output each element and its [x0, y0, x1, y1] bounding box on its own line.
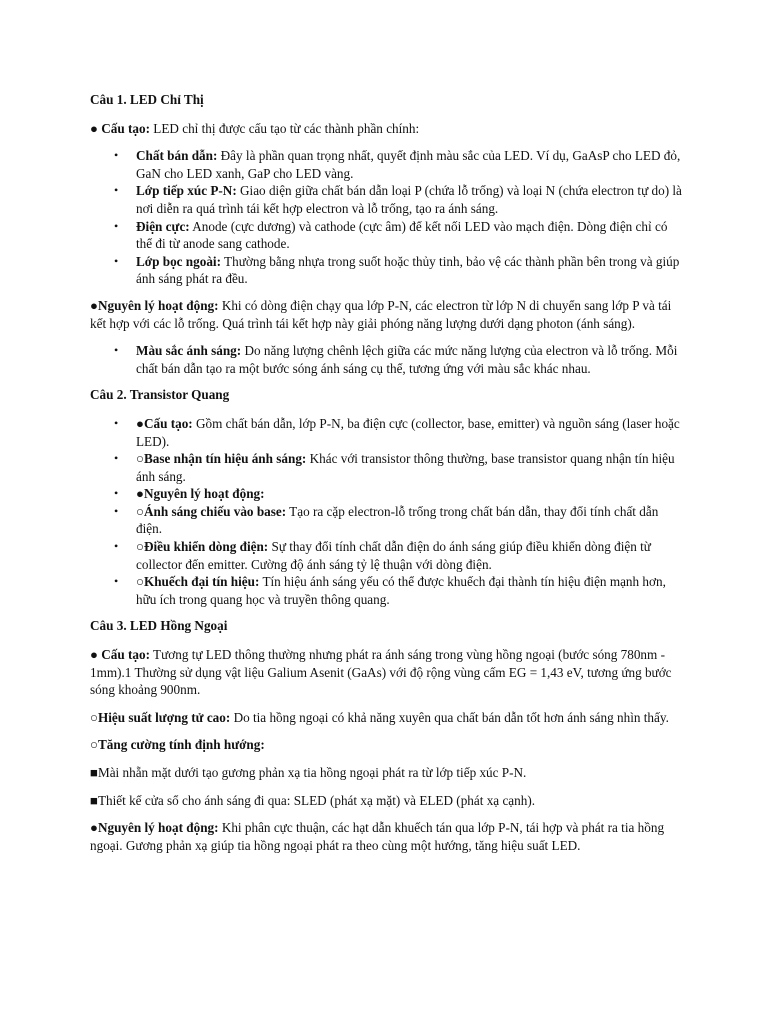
item-label: Lớp tiếp xúc P-N:: [136, 183, 237, 199]
section-3-heading: Câu 3. LED Hồng Ngoại: [90, 618, 228, 634]
item-label: ●Cấu tạo:: [136, 415, 193, 431]
bullet-icon: •: [114, 451, 119, 466]
list-item: [90, 218, 686, 253]
item-text: Do năng lượng chênh lệch giữa các mức năng lượng của electron và lỗ trống. Mỗi chất bán dẫn tạo ra một bước sóng ánh sáng cụ thể, tương ứng với màu sắc khác nhau.: [136, 343, 678, 376]
paragraph-text: Khi phân cực thuận, các hạt dẫn khuếch tán qua lớp P-N, tái hợp và phát ra tia hồng ngoại. Gương phản xạ giúp tia hồng ngoại phát ra theo cùng một hướng, tăng hiệu suất LED.: [90, 820, 665, 853]
s1-principle-label: ●Nguyên lý hoạt động:: [90, 297, 219, 313]
item-label: Chất bán dẫn:: [136, 148, 218, 164]
list-item: [90, 503, 686, 538]
s1-structure-text: LED chỉ thị được cấu tạo từ các thành phần chính:: [149, 120, 420, 136]
s3-principle-paragraph: [90, 819, 686, 854]
section-1-heading: Câu 1. LED Chỉ Thị: [90, 92, 204, 107]
item-text: Tín hiệu ánh sáng yếu có thể được khuếch đại thành tín hiệu điện mạnh hơn, hữu ích trong quang học và truyền thông quang.: [136, 574, 666, 607]
bullet-icon: •: [114, 503, 119, 518]
list-item: [90, 485, 686, 503]
item-label: Điện cực:: [136, 218, 190, 234]
bullet-icon: •: [114, 415, 119, 430]
list-item: [90, 573, 686, 608]
paragraph-label: ○Hiệu suất lượng tử cao:: [90, 709, 231, 725]
s3-efficiency-paragraph: [90, 709, 686, 727]
s1-structure-label: ● Cấu tạo:: [90, 120, 150, 136]
paragraph-label: ●Nguyên lý hoạt động:: [90, 820, 219, 836]
bullet-icon: •: [114, 148, 119, 163]
bullet-icon: •: [114, 343, 119, 358]
item-text: Khác với transistor thông thường, base transistor quang nhận tín hiệu ánh sáng.: [136, 451, 675, 484]
item-label: ○Ánh sáng chiếu vào base:: [136, 503, 287, 519]
s3-window-paragraph: ■Thiết kế cửa sổ cho ánh sáng đi qua: SLED (phát xạ mặt) và ELED (phát xạ cạnh).: [90, 792, 536, 808]
section-2-heading: Câu 2. Transistor Quang: [90, 387, 230, 403]
list-item: [90, 253, 686, 288]
item-text: Sự thay đổi tính chất dẫn điện do ánh sáng giúp điều khiển dòng điện từ collector đến emitter. Cường độ ánh sáng tỷ lệ thuận với dòng điện.: [136, 539, 651, 572]
s1-color-list: [90, 342, 686, 377]
item-label: ○Khuếch đại tín hiệu:: [136, 574, 260, 590]
bullet-icon: •: [114, 183, 119, 198]
item-text: Đây là phần quan trọng nhất, quyết định màu sắc của LED. Ví dụ, GaAsP cho LED đỏ, GaN cho LED xanh, GaP cho LED vàng.: [136, 148, 681, 181]
bullet-icon: •: [114, 486, 119, 501]
item-text: Tạo ra cặp electron-lỗ trống trong chất bán dẫn, thay đổi tính chất dẫn điện.: [136, 503, 659, 537]
item-text: Gồm chất bán dẫn, lớp P-N, ba điện cực (collector, base, emitter) và nguồn sáng (laser hoặc LED).: [136, 415, 680, 449]
s3-structure-paragraph: [90, 646, 686, 699]
bullet-icon: •: [114, 218, 119, 233]
paragraph-text: Do tia hồng ngoại có khả năng xuyên qua chất bán dẫn tốt hơn ánh sáng nhìn thấy.: [230, 709, 669, 725]
paragraph-text: Tương tự LED thông thường nhưng phát ra ánh sáng trong vùng hồng ngoại (bước sóng 780nm - 1mm).1 Thường sử dụng vật liệu Galium Asenit (GaAs) với độ rộng vùng cấm EG = 1,43 eV, tương ứng bước sóng khoảng 900nm.: [90, 647, 672, 698]
list-item: [90, 182, 686, 217]
item-label: ○Base nhận tín hiệu ánh sáng:: [136, 451, 307, 467]
s1-component-list: [90, 147, 686, 288]
paragraph-label: ○Tăng cường tính định hướng:: [90, 737, 265, 753]
s1-structure-paragraph: [90, 120, 686, 138]
item-text: Thường bằng nhựa trong suốt hoặc thủy tinh, bảo vệ các thành phần bên trong và giúp ánh sáng phát ra đều.: [136, 253, 680, 287]
list-item: [90, 342, 686, 377]
item-label: ○Điều khiển dòng điện:: [136, 539, 269, 555]
s1-principle-text: Khi có dòng điện chạy qua lớp P-N, các electron từ lớp N di chuyển sang lớp P và tái kết hợp với các lỗ trống. Quá trình tái kết hợp này giải phóng năng lượng dưới dạng photon (ánh sáng).: [90, 297, 672, 331]
bullet-icon: •: [114, 253, 119, 268]
bullet-icon: •: [114, 574, 119, 589]
bullet-icon: •: [114, 539, 119, 554]
s3-mirror-paragraph: ■Mài nhẵn mặt dưới tạo gương phản xạ tia hồng ngoại phát ra từ lớp tiếp xúc P-N.: [90, 765, 527, 780]
document-body: [90, 91, 686, 864]
item-label: Màu sắc ánh sáng:: [136, 343, 242, 359]
list-item: [90, 450, 686, 485]
item-label: Lớp bọc ngoài:: [136, 253, 221, 269]
item-text: Anode (cực dương) và cathode (cực âm) để kết nối LED vào mạch điện. Dòng điện chỉ có thể đi từ anode sang cathode.: [136, 218, 668, 252]
s3-direction-paragraph: [90, 736, 686, 754]
paragraph-label: ● Cấu tạo:: [90, 647, 150, 663]
s2-list: [90, 415, 686, 609]
s1-principle-paragraph: [90, 297, 686, 332]
list-item: [90, 538, 686, 573]
list-item: [90, 147, 686, 182]
list-item: [90, 415, 686, 450]
item-label: ●Nguyên lý hoạt động:: [136, 486, 265, 502]
item-text: Giao diện giữa chất bán dẫn loại P (chứa lỗ trống) và loại N (chứa electron tự do) là nơi diễn ra quá trình tái kết hợp electron và lỗ trống, tạo ra ánh sáng.: [136, 183, 682, 216]
